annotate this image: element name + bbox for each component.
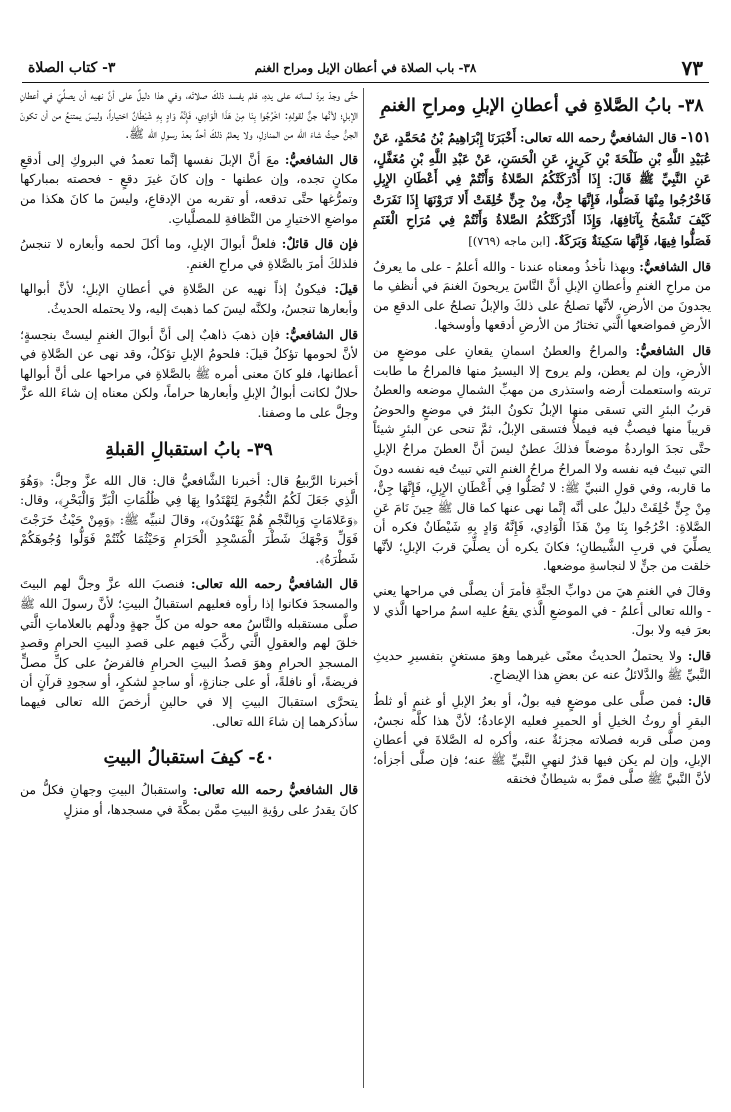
paragraph-text: فيكونُ إذاً نهيه عن الصَّلاةِ في أعطانِ الإبلِ؛ لأنَّ أبوالها وأبعارها تنجسُ، ولكنَّه ليسَ كما ذهبتَ إليه، ولا يحتمله الحديثُ. [20,282,358,316]
paragraph-lead: قال الشافعيُّ رحمه الله تعالى: [190,576,358,592]
hadith-reference: [ابن ماجه (٧٦٩)] [468,233,551,248]
left-column [20,86,358,1096]
paragraph [373,646,711,686]
paragraph [20,86,358,145]
paragraph [373,582,711,641]
paragraph [20,325,358,424]
paragraph [20,150,358,229]
paragraph [20,574,358,732]
paragraph-lead: قال: [687,647,711,663]
running-header [22,56,709,83]
paragraph-text: أخبرنا الرَّبيعُ قال: أخبرنا الشَّافعيُّ قال: قال الله عزَّ وجلَّ: ﴿وَهُوَ الَّذِي جَعَلَ لَكُمُ النُّجُومَ لِتَهْتَدُوا بِهَا فِي ظُلُمَاتِ الْبَرِّ وَالْبَحْرِ﴾، وقال: ﴿وَعَلامَاتٍ وَبِالنَّجْمِ هُمْ يَهْتَدُونَ﴾، وقالَ لنبيِّه ﷺ: ﴿وَمِنْ حَيْثُ خَرَجْتَ فَوَلِّ وَجْهَكَ شَطْرَ الْمَسْجِدِ الْحَرَامِ وَحَيْثُمَا كُنْتُمْ فَوَلُّوا وُجُوهَكُمْ شَطْرَهُ﴾. [20,473,358,566]
page-number: ٧٣ [681,56,703,80]
paragraph [373,257,711,336]
paragraph [373,691,711,790]
paragraph-text: وقالَ في الغنمِ هيَ من دوابِّ الجنَّةِ فأمرَ أن يصلَّى في مراحها يعني - والله تعالى أعلمُ - في الموضعِ الَّذي يقعُ عليه اسمُ مراحها الَّذي لا بعرَ فيه ولا بولَ. [373,584,711,638]
paragraph-text: والمراحُ والعطنُ اسمانِ يقعانِ على موضعٍ من الأرضِ، وإن لم يعطن، ولم يروح إلا اليسيرُ منها فالمراحُ ما طابت تربته واستعملت أرضه واستذرى من مهبِّ الشمالِ موضعه والعطنُ قربُ البئرِ التي تسقى منها الإبلُ تكونُ البئرُ في موضعٍ والحوضُ قريباً منها فيصبُّ فيه فيملأُ فتسقى الإبلُ، ثمَّ تنحى عن البئرِ شيئاً حتَّى تجدَ الواردةُ موضعاً فذلكَ عطنٌ ليسَ أنَّ العطنَ مراحُ الإبلِ التي تبيتُ فيه نفسه ولا المراحُ مراحُ الغنمِ التي تبيتُ فيه نفسه دونَ ما قاربه، وفي قولِ النبيِّ ﷺ: لا تُصَلُّوا فِي أَعْطَانِ الإِبِلِ، فَإِنَّهَا جِنٌّ، مِنْ جِنٍّ خُلِقَتْ دليلٌ على أنَّه إنَّما نهى عنها كما قال ﷺ حِينَ نَامَ عَنِ الصَّلاةِ: اخْرُجُوا بِنَا مِنْ هَذَا الْوَادِي، فَإِنَّهُ وَادٍ بِهِ شَيْطَانٌ فكره أن يصلِّيَ في قربِ الشَّيطانِ؛ فكانَ يكره أن يصلِّيَ قربَ الإبلِ؛ لأنَّها خلقت من جنٍّ لا لنجاسةِ موضعها. [373,343,711,574]
paragraph-text: معَ أنَّ الإبلَ نفسها إنَّما تعمدُ في البروكِ إلى أدقعِ مكانٍ تجده، وإن عطنها - وإن كانَ غيرَ دقعٍ - فحصته بمباركها وتمرُّغها حتَّى تدقعه، أو تقربه من الإدقاعِ، وليسَ ما كانَ هكذا من مواضعِ الاختيارِ من النَّظافةِ للمصلَّياتِ. [20,152,358,226]
running-book-title: ٣- كتاب الصلاة [28,60,116,76]
chapter-heading-38: ٣٨- بابُ الصَّلاةِ في أعطانِ الإبلِ ومراحِ الغنمِ [380,96,704,116]
paragraph-lead: قال الشافعيُّ رحمه الله تعالى: [520,130,677,145]
right-column [373,86,711,1096]
paragraph [20,279,358,319]
paragraph-text: فمن صلَّى على موضعٍ فيه بولٌ، أو بعرُ الإبلِ أو غنمٍ أو ثلطُ البقرِ أو روثُ الخيلِ أو الحميرِ فعليه الإعادةُ؛ لأنَّ هذا كلَّه نجسٌ، ومن صلَّى قربه فصلاته مجزئةٌ عنه، وأكره له الصَّلاةَ في أعطانِ الإبلِ، وإن لم يكن فيها قذرٌ لنهيِ النَّبيِّ ﷺ عنه؛ فإن صلَّى أجزأه؛ لأنَّ النَّبيَّ ﷺ صلَّى فمرَّ به شيطانٌ فخنقه [373,694,711,787]
running-chapter-title: ٣٨- باب الصلاة في أعطان الإبل ومراح الغنم [254,61,477,75]
paragraph-lead: قيلَ: [334,281,358,297]
paragraph-text: فإن ذهبَ ذاهبٌ إلى أنَّ أبوالَ الغنمِ ليستْ بنجسةٍ؛ لأنَّ لحومها تؤكلُ قيلَ: فلحومُ الإبلِ تؤكلُ، وقد نهى عن الصَّلاةِ في أعطانها، فلو كانَ معنى أمره ﷺ بالصَّلاةِ في مراحها على أنَّ أبوالها حلالٌ لكانت أبوالُ الإبلِ وأبعارها حراماً، ولكن معناه إن شاءَ الله عزَّ وجلَّ على ما وصفنا. [20,327,358,420]
chapter-heading-40: ٤٠- كيفَ استقبالُ البيتِ [103,748,275,769]
paragraph [20,780,358,820]
paragraph-lead: قال الشافعيُّ: [635,342,711,358]
paragraph-lead: قال الشافعيُّ: [639,258,711,274]
hadith-number: ١٥١- [680,128,711,146]
paragraph [20,234,358,274]
chapter-heading-39: ٣٩- بابُ استقبالِ القبلةِ [105,439,273,460]
paragraph [373,341,711,577]
paragraph-text: حتَّى وجدَ بردَ لسانه على يدهِ، فلم يفسد ذلكَ صلاتَه، وفي هذا دليلٌ على أنَّ نهيه أن يصلِّيَ في أعطانِ الإبلِ؛ لأنَّها جنٌّ لقولهِ: اخْرُجُوا بِنَا مِنْ هَذَا الْوَادِي، فَإِنَّهُ وَادٍ بِهِ شَيْطَانٌ اختياراً، وليسَ يمتنعُ من أن تكونَ الجنُّ حيثُ شاءَ الله من المنازلِ، ولا يعلمُ ذلكَ أحدٌ بعدَ رسولِ الله ﷺ. [20,88,358,142]
paragraph-lead: قال الشافعيُّ: [284,151,358,167]
paragraph-text: ولا يحتملُ الحديثُ معنًى غيرهما وهوَ مستغنٍ بتفسيرِ حديثِ النَّبيِّ ﷺ والدَّلائلُ عنه عن بعضِ هذا الإيضاحِ. [373,648,711,683]
hadith-151 [373,128,711,252]
paragraph-lead: قال الشافعيُّ رحمه الله تعالى: [192,782,358,798]
paragraph-lead: قال: [687,693,711,709]
paragraph [20,472,358,570]
paragraph-text: وبهذا نأخذُ ومعناه عندنا - والله أعلمُ - على ما يعرفُ من مراحِ الغنمِ وأعطانِ الإبلِ أنَّ النَّاسَ يريحونَ الغنمَ في أنظفِ ما يجدونَ من الأرضِ، لأنَّها تصلحُ على ذلكَ والإبلُ تصلحُ على الدقعِ من الأرضِ فمواضعها الَّتي تختارُ من الأرضِ أدقعها وأوسخها. [373,259,711,333]
paragraph-text: واستقبالُ البيتِ وجهانِ فكلُّ من كانَ يقدرُ على رؤيةِ البيتِ ممَّن بمكَّةَ في مسجدها، أو منزلٍ [20,783,358,817]
paragraph-lead: قال الشافعيُّ: [285,326,358,342]
paragraph-lead: فإن قال قائلٌ: [281,236,358,252]
column-divider [363,88,364,1088]
hadith-text: أَخْبَرَنَا إِبْرَاهِيمُ بْنُ مُحَمَّدٍ، عَنْ عُبَيْدِ اللَّهِ بْنِ طَلْحَةَ بْنِ كَرِيزٍ، عَنِ الْحَسَنِ، عَنْ عَبْدِ اللَّهِ بْنِ مُغَفَّلٍ، عَنِ النَّبِيِّ ﷺ قَالَ: إِذَا أَدْرَكَتْكُمُ الصَّلاةُ وَأَنْتُمْ فِي أَعْطَانِ الإِبِلِ فَاخْرُجُوا مِنْهَا فَصَلُّوا، فَإِنَّهَا جِنٌّ، مِنْ جِنٍّ خُلِقَتْ أَلا تَرَوْنَهَا إِذَا نَفَرَتْ كَيْفَ تَشْمَخُ بِآنَافِهَا، وَإِذَا أَدْرَكَتْكُمُ الصَّلاةُ وَأَنْتُمْ فِي مُرَاحِ الْغَنَمِ فَصَلُّوا فِيهَا، فَإِنَّهَا سَكِينَةٌ وَبَرَكَةٌ. [373,130,711,248]
paragraph-text: فلعلَّ أبوالَ الإبلِ، وما أكلَ لحمه وأبعاره لا تنجسُ فلذلكَ أمرَ بالصَّلاةِ في مراحِ الغنمِ. [20,237,358,271]
paragraph-text: فنصبَ الله عزَّ وجلَّ لهم البيتَ والمسجدَ فكانوا إذا رأوه فعليهم استقبالُ البيتِ؛ لأنَّ رسولَ الله ﷺ صلَّى مستقبله والنَّاسُ معه حوله من كلِّ جهةٍ ودلَّهم بالعلاماتِ الَّتي خلقَ لهم والعقولِ الَّتي ركَّبَ فيهم على قصدِ البيتِ الحرامِ وقصدِ المسجدِ الحرامِ وهوَ قصدُ البيتِ الحرامِ فالفرضُ على كلِّ مصلٍّ فريضةً، أو نافلةً، أو على جنازةٍ، أو ساجدٍ لشكرٍ، أو سجودِ قرآنٍ أن يتحرَّى استقبالَ البيتِ إلا في حالينِ أرخصَ الله تعالى فيهما سأذكرهما إن شاءَ الله تعالى. [20,577,358,729]
